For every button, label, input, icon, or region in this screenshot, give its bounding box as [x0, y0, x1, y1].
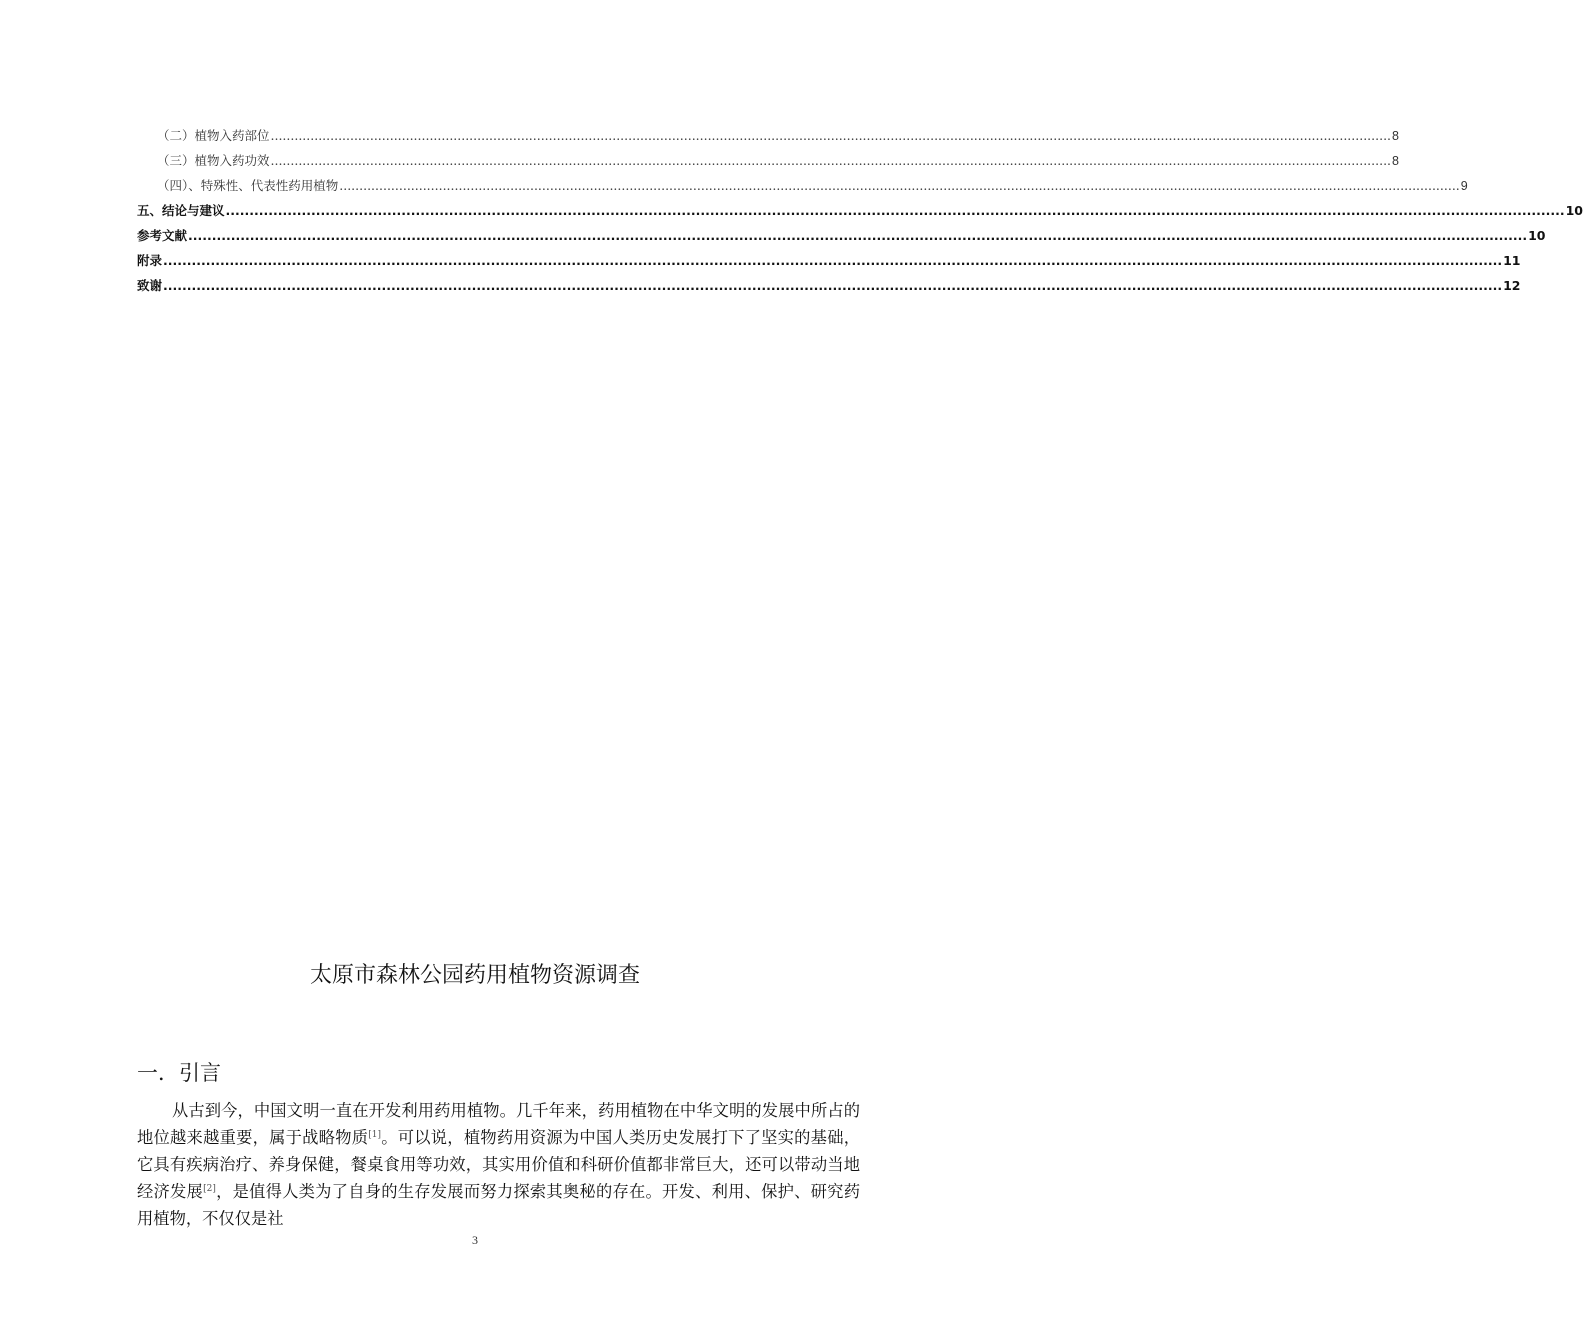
page-number: 3: [472, 1233, 478, 1247]
toc-entry-title: （二）植物入药部位: [157, 128, 270, 143]
paragraph-text: 。可以说，植物药用资源为中国人类历史发展打下了坚实的基础，它具有疾病治疗、养身保健，餐桌食用等功效，其实用价值和科研价值都非常巨大，还可以带动当地经济发展: [137, 1128, 860, 1201]
toc-entry-title: 参考文献: [137, 228, 188, 243]
toc-leader-dots: ..........................................................................................................................................................................................................................................................................................: [225, 203, 1565, 218]
document-title: 太原市森林公园药用植物资源调查: [309, 963, 640, 988]
toc-entry-page: 10: [1528, 228, 1546, 243]
toc-entry-page: 11: [1503, 253, 1521, 268]
toc-entry-page: 12: [1503, 278, 1521, 293]
toc-entry[interactable]: [137, 151, 1399, 176]
toc-entry[interactable]: [137, 176, 1468, 201]
toc-entry-page: 9: [1460, 179, 1468, 193]
toc-leader-dots: ..........................................................................................................................................................................................................................................................................................: [270, 153, 1392, 168]
toc-entry-page: 8: [1392, 129, 1399, 143]
toc-entry[interactable]: [137, 201, 1583, 226]
citation-ref[interactable]: [1]: [368, 1130, 381, 1140]
toc-entry-page: 10: [1565, 203, 1583, 218]
table-of-contents: [137, 126, 1583, 301]
section-heading: 一．引言: [137, 1061, 221, 1085]
toc-leader-dots: ..........................................................................................................................................................................................................................................................................................: [188, 228, 1528, 243]
toc-entry[interactable]: [137, 226, 1546, 251]
toc-entry[interactable]: [137, 276, 1521, 301]
citation-ref[interactable]: [2]: [203, 1184, 216, 1194]
toc-entry-title: （三）植物入药功效: [157, 153, 270, 168]
toc-entry[interactable]: [137, 126, 1399, 151]
toc-entry-title: 致谢: [137, 278, 163, 293]
toc-entry[interactable]: [137, 251, 1521, 276]
toc-entry-title: 附录: [137, 253, 163, 268]
toc-leader-dots: ..........................................................................................................................................................................................................................................................................................: [163, 253, 1503, 268]
paragraph-text: ，是值得人类为了自身的生存发展而努力探索其奥秘的存在。开发、利用、保护、研究药用植物，不仅仅是社: [137, 1182, 860, 1228]
body-paragraph: [137, 1097, 860, 1232]
toc-leader-dots: ..........................................................................................................................................................................................................................................................................................: [339, 178, 1460, 193]
paragraph-text: 从古到今，中国文明一直在开发利用药用植物。几千年来，药用植物在中华文明的发展中所占的地位越来越重要，属于战略物质: [137, 1101, 860, 1147]
toc-leader-dots: ..........................................................................................................................................................................................................................................................................................: [163, 278, 1503, 293]
toc-entry-title: 五、结论与建议: [137, 203, 225, 218]
toc-entry-page: 8: [1392, 154, 1399, 168]
toc-entry-title: （四）、特殊性、代表性药用植物: [157, 178, 339, 193]
toc-leader-dots: ..........................................................................................................................................................................................................................................................................................: [270, 128, 1392, 143]
